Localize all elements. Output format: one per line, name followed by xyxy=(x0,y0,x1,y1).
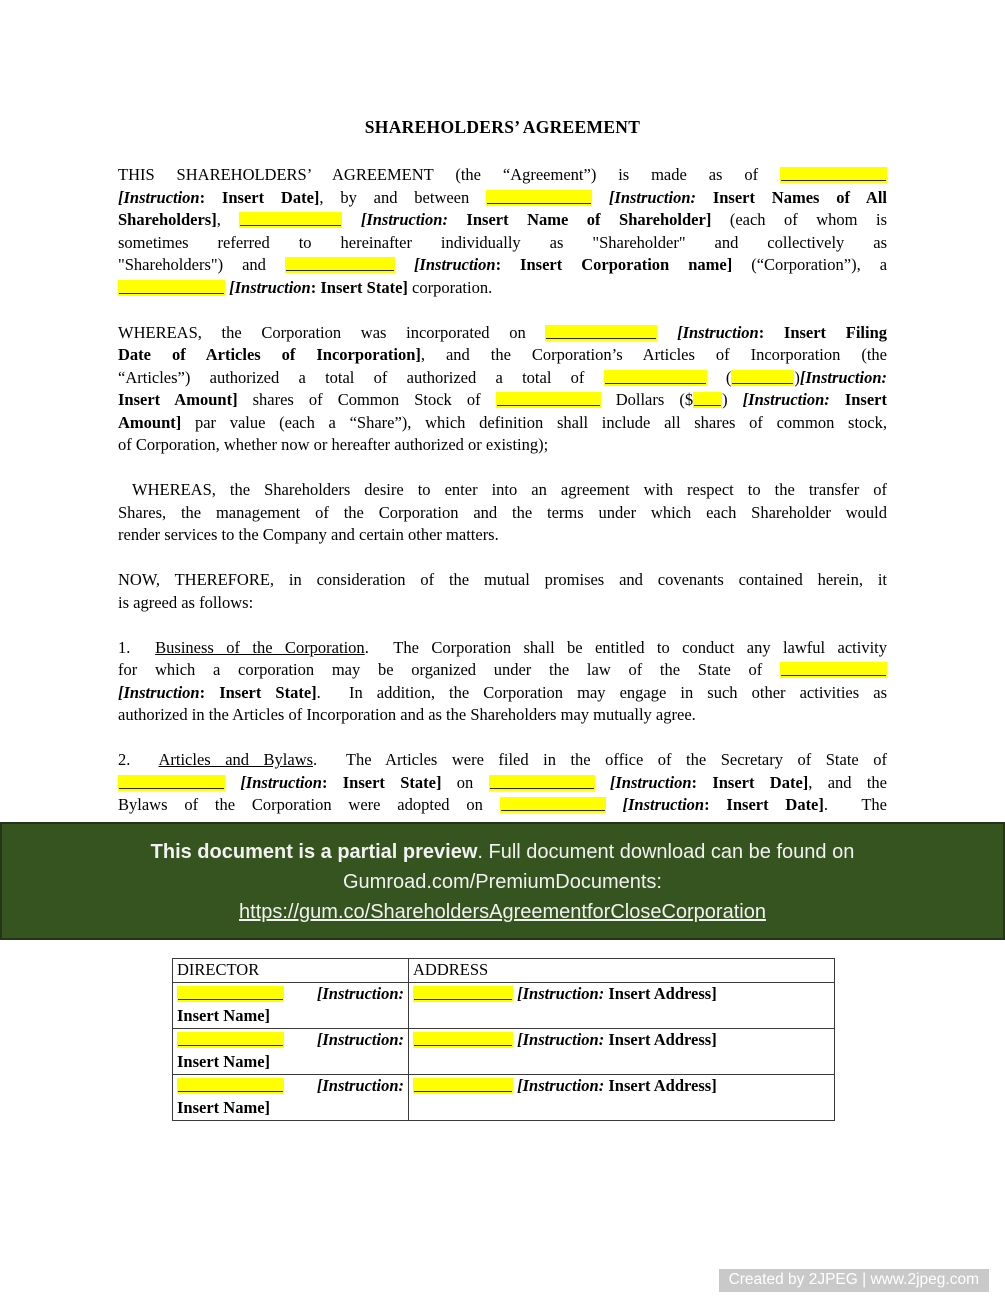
fill-in-blank xyxy=(177,1032,284,1048)
now-therefore-paragraph: NOW, THEREFORE, in consideration of the mutual promises and covenants contained herein, it is agreed as follows: xyxy=(118,570,887,612)
fill-in-blank xyxy=(486,190,592,206)
preview-banner xyxy=(0,822,1005,940)
fill-in-blank xyxy=(177,1078,284,1094)
preview-banner-rest-text: . Full document download can be found on Gumroad.com/PremiumDocuments: xyxy=(343,841,855,893)
fill-in-blank xyxy=(177,986,284,1002)
address-cell: [Instruction: Insert Address] xyxy=(409,982,835,1028)
whereas-shareholders-paragraph: WHEREAS, the Shareholders desire to enter into an agreement with respect to the transfer of Shares, the management of the Corporation and the terms under which each Shareholder would render services to the Company and certain other matters. xyxy=(118,480,887,544)
preview-banner-bold-text: This document is a partial preview xyxy=(150,841,478,863)
preview-banner-link-line xyxy=(40,897,965,927)
fill-in-blank xyxy=(413,986,513,1002)
fill-in-blank xyxy=(285,257,395,273)
address-cell: [Instruction: Insert Address] xyxy=(409,1028,835,1074)
fill-in-blank xyxy=(500,797,606,813)
section-2-articles-and-bylaws: 2. Articles and Bylaws. The Articles were filed in the office of the Secretary of State of [Instruction: Insert State] on [Instruction: Insert Date], and the Bylaws of the Corporation were adopted on [Instruction: Insert Date]. The xyxy=(118,750,888,814)
fill-in-blank xyxy=(118,280,225,296)
table-header-address: ADDRESS xyxy=(409,959,835,983)
section-1-business-of-corporation: 1. Business of the Corporation. The Corporation shall be entitled to conduct any lawful activity for which a corporation may be organized under the law of the State of [Instruction: Insert State]. In addition, the Corporation may engage in such other activities as authorized in the Articles of Incorporation and as the Shareholders may mutually agree. xyxy=(118,637,887,724)
fill-in-blank xyxy=(413,1078,513,1094)
preview-download-link[interactable]: https://gum.co/ShareholdersAgreementforCloseCorporation xyxy=(239,901,766,923)
intro-paragraph: THIS SHAREHOLDERS’ AGREEMENT (the “Agreement”) is made as of [Instruction: Insert Date], by and between [Instruction: Insert Names of All Shareholders], [Instruction: Insert Name of Shareholder] (each of whom is sometimes referred to hereinafter individually as "Shareholder" and collectively as "Shareholders") and [Instruction: Insert Corporation name] (“Corporation”), a [Instruction: Insert State] corporation. xyxy=(118,165,888,297)
fill-in-blank xyxy=(413,1032,513,1048)
fill-in-blank xyxy=(489,775,595,791)
address-cell: [Instruction: Insert Address] xyxy=(409,1074,835,1120)
fill-in-blank xyxy=(496,392,601,408)
fill-in-blank xyxy=(780,662,887,678)
document-body xyxy=(118,117,887,839)
table-row xyxy=(173,982,835,1028)
fill-in-blank xyxy=(239,212,342,228)
watermark: Created by 2JPEG | www.2jpeg.com xyxy=(719,1269,989,1292)
fill-in-blank xyxy=(545,325,657,341)
directors-table xyxy=(172,958,835,1121)
fill-in-blank xyxy=(780,167,887,183)
fill-in-blank xyxy=(731,370,794,386)
fill-in-blank xyxy=(118,775,225,791)
table-row xyxy=(173,1028,835,1074)
preview-banner-message xyxy=(40,837,965,897)
director-cell: [Instruction: Insert Name] xyxy=(173,982,409,1028)
table-header-row xyxy=(173,959,835,983)
director-cell: [Instruction: Insert Name] xyxy=(173,1028,409,1074)
document-title: SHAREHOLDERS’ AGREEMENT xyxy=(364,117,641,137)
fill-in-blank xyxy=(604,370,707,386)
table-row xyxy=(173,1074,835,1120)
whereas-incorporation-paragraph: WHEREAS, the Corporation was incorporated on [Instruction: Insert Filing Date of Articles of Incorporation], and the Corporation’s Articles of Incorporation (the “Articles”) authorized a total of authorized a total of ( )[Instruction: Insert Amount] shares of Common Stock of Dollars ($ ) [Instruction: Insert Amount] par value (each a “Share”), which definition shall include all shares of common stock, of Corporation, whether now or hereafter authorized or existing); xyxy=(118,322,887,454)
director-cell: [Instruction: Insert Name] xyxy=(173,1074,409,1120)
table-header-director: DIRECTOR xyxy=(173,959,409,983)
fill-in-blank xyxy=(693,392,722,408)
